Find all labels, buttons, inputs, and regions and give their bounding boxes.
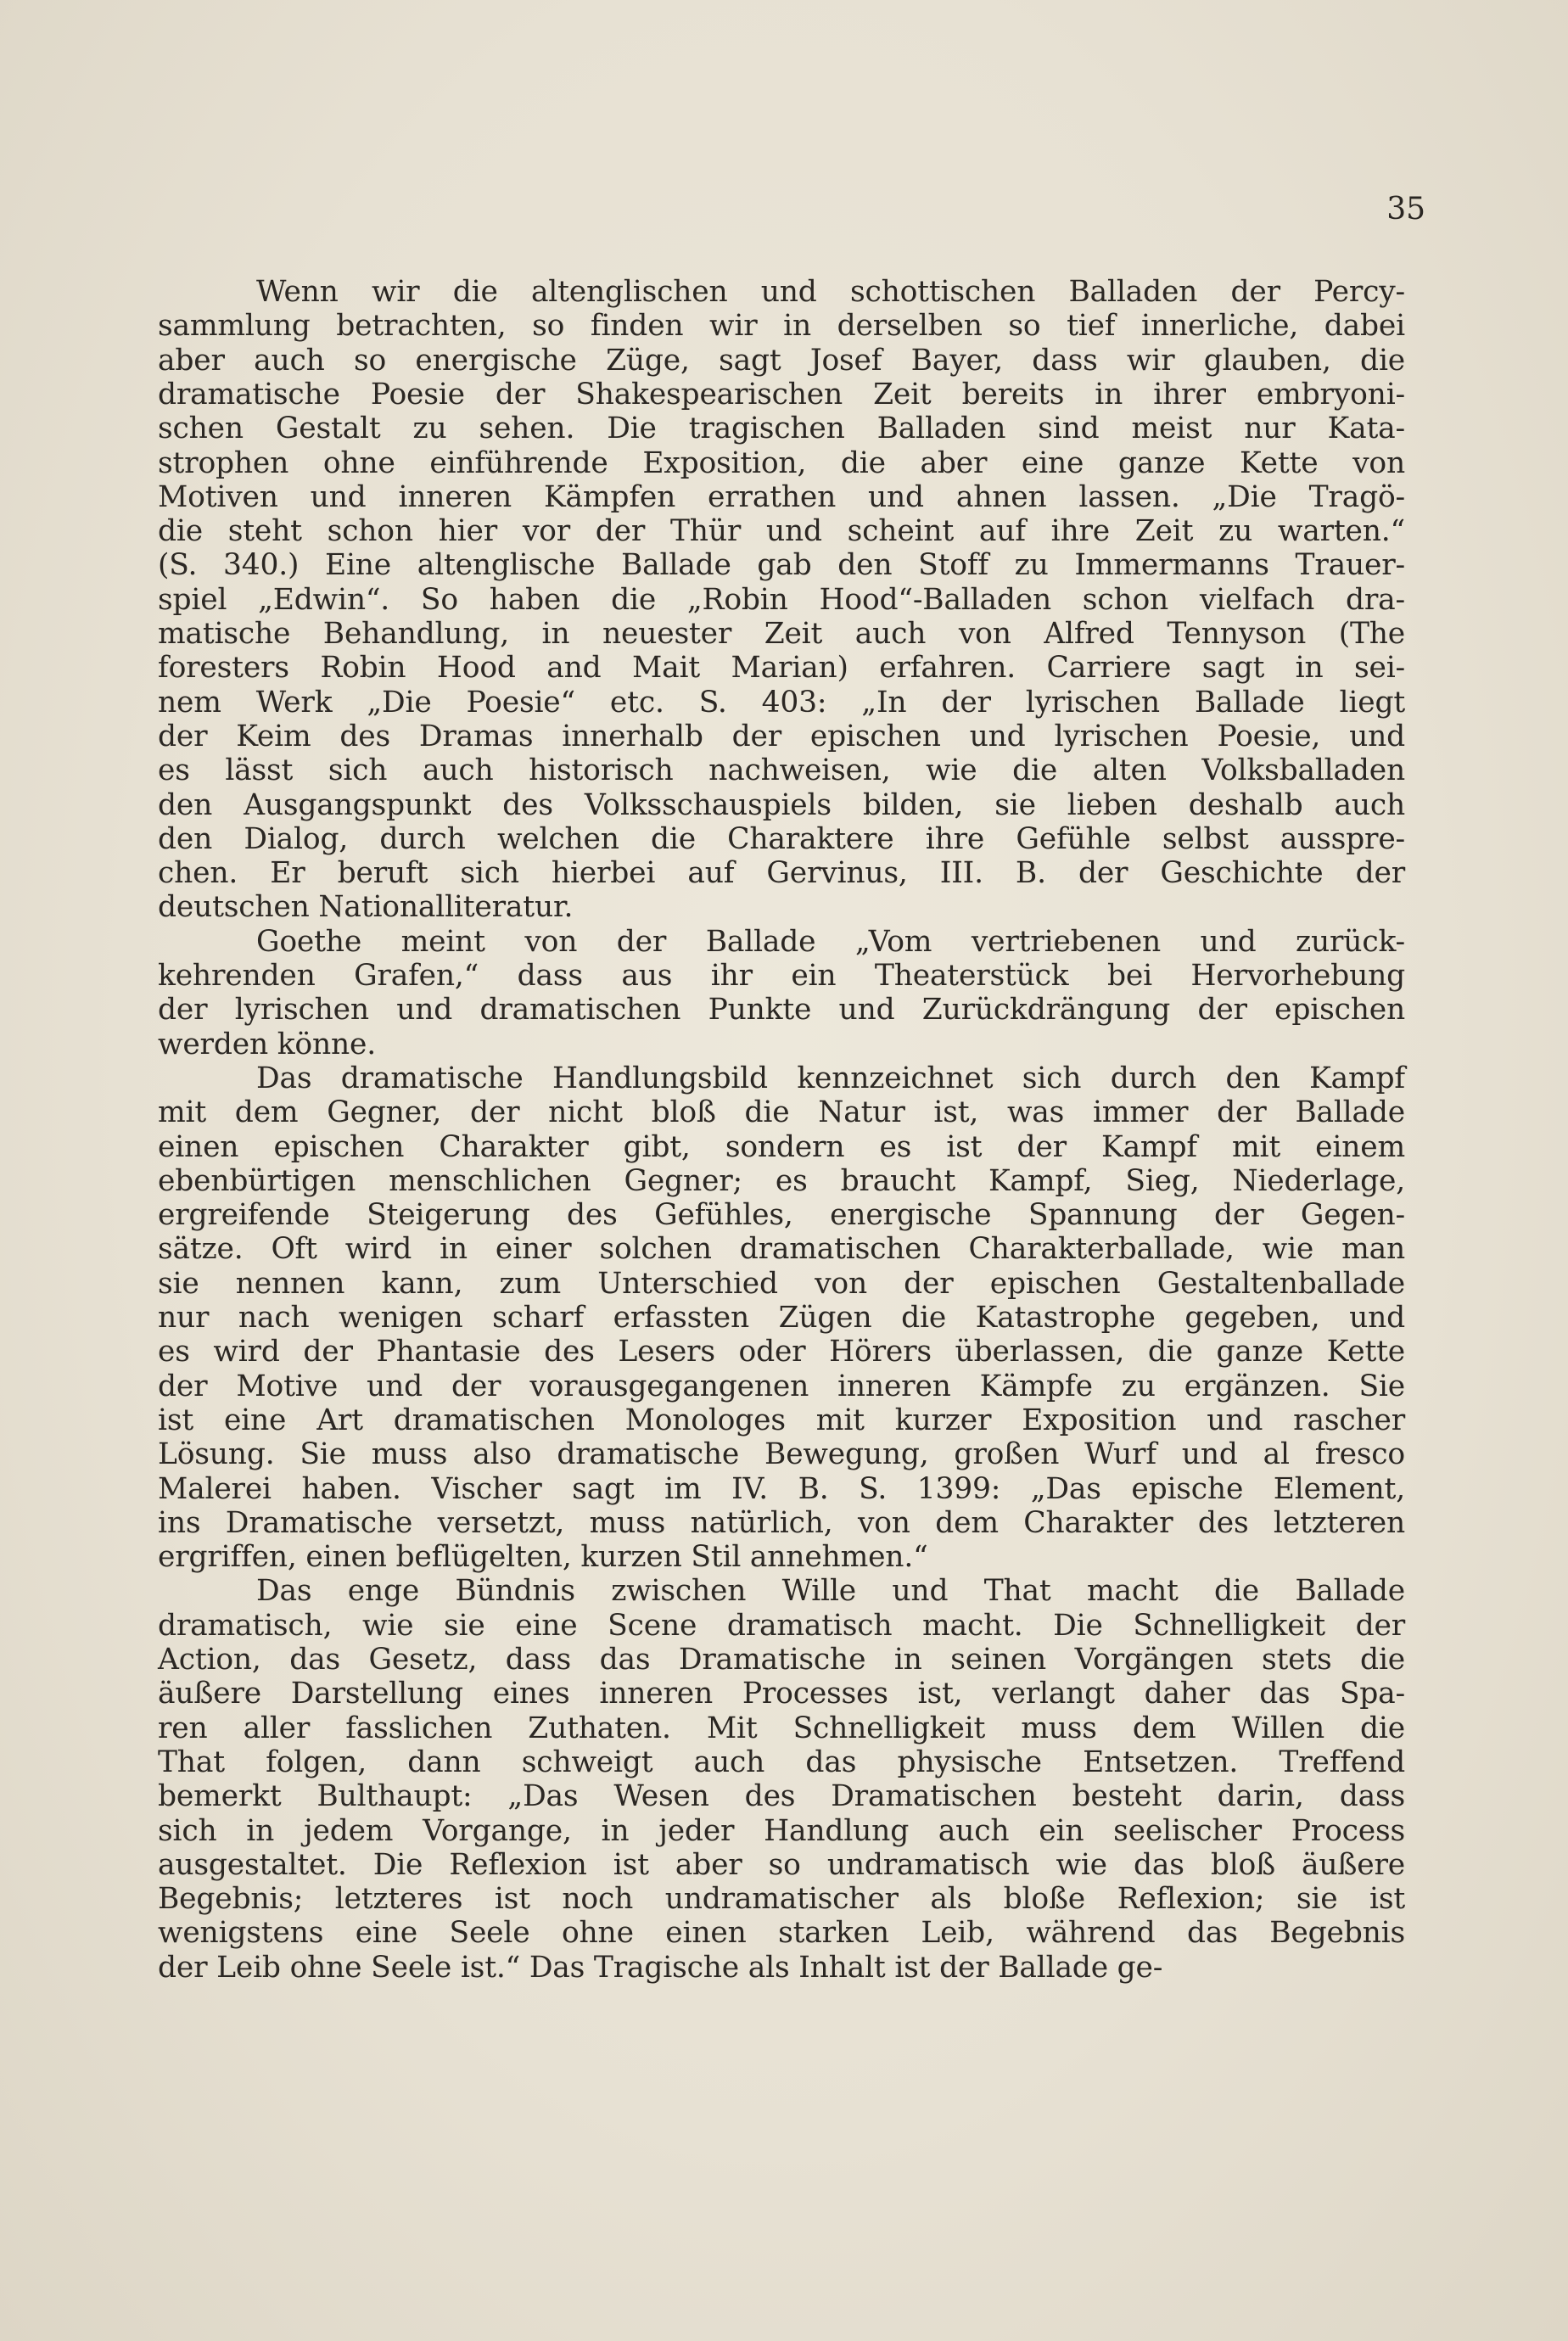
text-line: foresters Robin Hood and Mait Marian) erfahren. Carriere sagt in sei-	[158, 651, 1405, 685]
text-line: ebenbürtigen menschlichen Gegner; es braucht Kampf, Sieg, Niederlage,	[158, 1164, 1405, 1198]
text-line: strophen ohne einführende Exposition, die aber eine ganze Kette von	[158, 446, 1405, 480]
text-line: sammlung betrachten, so finden wir in derselben so tief innerliche, dabei	[158, 309, 1405, 343]
text-line: spiel „Edwin“. So haben die „Robin Hood“-Balladen schon vielfach dra-	[158, 583, 1405, 617]
text-line: matische Behandlung, in neuester Zeit auch von Alfred Tennyson (The	[158, 617, 1405, 651]
text-line: der Keim des Dramas innerhalb der epischen und lyrischen Poesie, und	[158, 720, 1405, 753]
text-line: es wird der Phantasie des Lesers oder Hörers überlassen, die ganze Kette	[158, 1335, 1405, 1369]
text-line: den Ausgangspunkt des Volksschauspiels bilden, sie lieben deshalb auch	[158, 788, 1405, 822]
text-line: sie nennen kann, zum Unterschied von der epischen Gestaltenballade	[158, 1267, 1405, 1301]
page-number: 35	[1386, 192, 1425, 227]
text-line: Begebnis; letzteres ist noch undramatischer als bloße Reflexion; sie ist	[158, 1882, 1405, 1916]
text-line: ins Dramatische versetzt, muss natürlich, von dem Charakter des letzteren	[158, 1506, 1405, 1540]
text-line: der Leib ohne Seele ist.“ Das Tragische als Inhalt ist der Ballade ge-	[158, 1951, 1163, 1985]
text-line: (S. 340.) Eine altenglische Ballade gab den Stoff zu Immermanns Trauer-	[158, 548, 1405, 582]
text-line: es lässt sich auch historisch nachweisen, wie die alten Volksballaden	[158, 753, 1405, 787]
text-line: sätze. Oft wird in einer solchen dramatischen Charakterballade, wie man	[158, 1232, 1405, 1266]
text-line: kehrenden Grafen,“ dass aus ihr ein Theaterstück bei Hervorhebung	[158, 959, 1405, 993]
text-line: Malerei haben. Vischer sagt im IV. B. S. 1399: „Das epische Element,	[158, 1472, 1405, 1506]
text-line: ergriffen, einen beflügelten, kurzen Stil annehmen.“	[158, 1540, 928, 1574]
text-line: dramatisch, wie sie eine Scene dramatisch macht. Die Schnelligkeit der	[158, 1609, 1405, 1643]
text-line: bemerkt Bulthaupt: „Das Wesen des Dramatischen besteht darin, dass	[158, 1779, 1405, 1813]
text-line: ergreifende Steigerung des Gefühles, energische Spannung der Gegen-	[158, 1198, 1405, 1232]
text-line: einen epischen Charakter gibt, sondern es ist der Kampf mit einem	[158, 1130, 1405, 1164]
text-line: äußere Darstellung eines inneren Processes ist, verlangt daher das Spa-	[158, 1677, 1405, 1711]
text-line: nur nach wenigen scharf erfassten Zügen die Katastrophe gegeben, und	[158, 1301, 1405, 1335]
text-line: der Motive und der vorausgegangenen inneren Kämpfe zu ergänzen. Sie	[158, 1369, 1405, 1403]
text-line: schen Gestalt zu sehen. Die tragischen Balladen sind meist nur Kata-	[158, 412, 1405, 445]
text-line: Wenn wir die altenglischen und schottischen Balladen der Percy-	[256, 275, 1405, 309]
text-line: sich in jedem Vorgange, in jeder Handlung auch ein seelischer Process	[158, 1814, 1405, 1848]
text-line: deutschen Nationalliteratur.	[158, 890, 574, 924]
text-line: ren aller fasslichen Zuthaten. Mit Schnelligkeit muss dem Willen die	[158, 1711, 1405, 1745]
text-line: ist eine Art dramatischen Monologes mit kurzer Exposition und rascher	[158, 1403, 1405, 1437]
text-line: Das dramatische Handlungsbild kennzeichnet sich durch den Kampf	[256, 1061, 1405, 1095]
text-line: That folgen, dann schweigt auch das physische Entsetzen. Treffend	[158, 1745, 1405, 1779]
text-line: den Dialog, durch welchen die Charaktere ihre Gefühle selbst ausspre-	[158, 822, 1405, 856]
text-line: Action, das Gesetz, dass das Dramatische in seinen Vorgängen stets die	[158, 1643, 1405, 1677]
text-line: Lösung. Sie muss also dramatische Bewegung, großen Wurf und al fresco	[158, 1437, 1405, 1471]
text-line: wenigstens eine Seele ohne einen starken Leib, während das Begebnis	[158, 1916, 1405, 1950]
text-line: werden könne.	[158, 1028, 377, 1061]
text-line: dramatische Poesie der Shakespearischen Zeit bereits in ihrer embryoni-	[158, 378, 1405, 412]
text-line: ausgestaltet. Die Reflexion ist aber so undramatisch wie das bloß äußere	[158, 1848, 1405, 1882]
text-line: Motiven und inneren Kämpfen errathen und ahnen lassen. „Die Tragö-	[158, 480, 1405, 514]
text-line: die steht schon hier vor der Thür und scheint auf ihre Zeit zu warten.“	[158, 514, 1405, 548]
text-line: aber auch so energische Züge, sagt Josef Bayer, dass wir glauben, die	[158, 344, 1405, 378]
text-line: Das enge Bündnis zwischen Wille und That macht die Ballade	[256, 1574, 1405, 1608]
text-line: Goethe meint von der Ballade „Vom vertriebenen und zurück-	[256, 925, 1405, 959]
text-line: mit dem Gegner, der nicht bloß die Natur ist, was immer der Ballade	[158, 1095, 1405, 1129]
text-line: nem Werk „Die Poesie“ etc. S. 403: „In der lyrischen Ballade liegt	[158, 686, 1405, 720]
text-line: der lyrischen und dramatischen Punkte und Zurückdrängung der epischen	[158, 993, 1405, 1027]
text-line: chen. Er beruft sich hierbei auf Gervinus, III. B. der Geschichte der	[158, 856, 1405, 890]
